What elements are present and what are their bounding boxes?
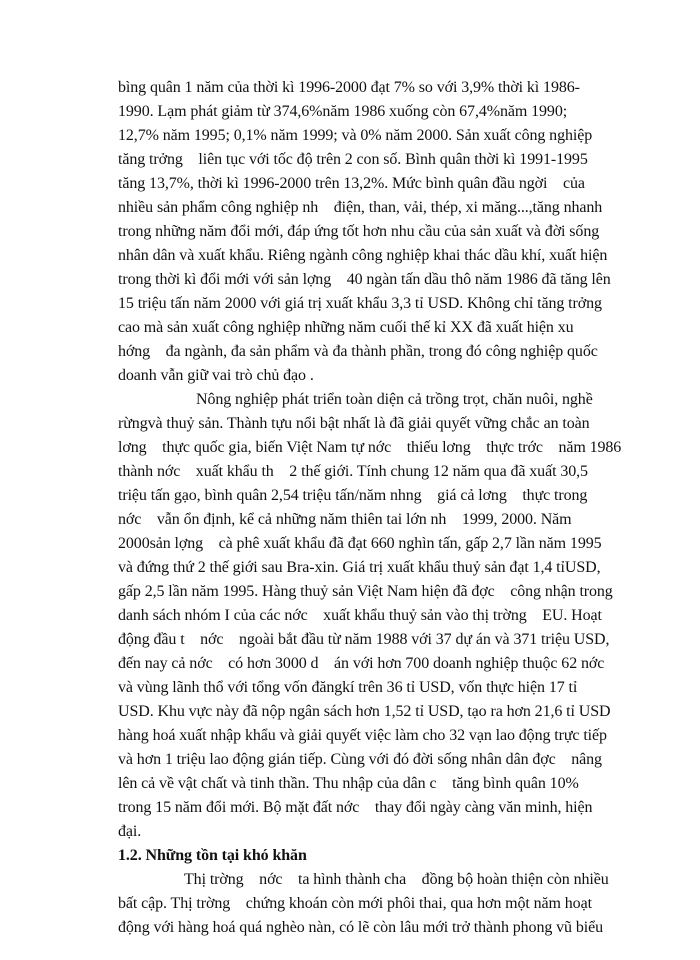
text-line: bìng quân 1 năm của thời kì 1996-2000 đạt 7% so với 3,9% thời kì 1986- bbox=[118, 79, 580, 96]
text-line: 1990. Lạm phát giảm từ 374,6%năm 1986 xuống còn 67,4%năm 1990; bbox=[118, 103, 568, 120]
text-line: động với hàng hoá quá nghèo nàn, có lẽ còn lâu mới trở thành phong vũ biểu bbox=[118, 919, 603, 936]
text-line: doanh vẫn giữ vai trò chủ đạo . bbox=[118, 367, 314, 384]
text-line: trong những năm đổi mới, đáp ứng tốt hơn nhu cầu của sản xuất và đời sống bbox=[118, 223, 600, 240]
text-line: và vùng lãnh thổ với tổng vốn đăngkí trên 36 tỉ USD, vốn thực hiện 17 tỉ bbox=[118, 679, 578, 696]
text-line: 12,7% năm 1995; 0,1% năm 1999; và 0% năm 2000. Sản xuất công nghiệp bbox=[118, 127, 593, 144]
text-line: động đầu t nớc ngoài bắt đầu từ năm 1988 với 37 dự án và 371 triệu USD, bbox=[118, 631, 610, 648]
text-line: tăng trởng liên tục với tốc độ trên 2 con số. Bình quân thời kì 1991-1995 bbox=[118, 151, 588, 168]
text-line: lên cả về vật chất và tinh thần. Thu nhập của dân c tăng bình quân 10% bbox=[118, 775, 579, 792]
text-line: hớng đa ngành, đa sản phẩm và đa thành phần, trong đó công nghiệp quốc bbox=[118, 343, 598, 360]
text-line: thành nớc xuất khẩu th 2 thế giới. Tính chung 12 năm qua đã xuất 30,5 bbox=[118, 463, 588, 480]
text-line: Thị trờng nớc ta hình thành cha đồng bộ hoàn thiện còn nhiều bbox=[118, 871, 609, 888]
text-line: trong 15 năm đổi mới. Bộ mặt đất nớc thay đổi ngày càng văn minh, hiện bbox=[118, 799, 593, 816]
text-line: triệu tấn gạo, bình quân 2,54 triệu tấn/năm nhng giá cả lơng thực trong bbox=[118, 487, 588, 504]
text-line: bất cập. Thị trờng chứng khoán còn mới phôi thai, qua hơn một năm hoạt bbox=[118, 895, 592, 912]
text-line: rừngvà thuỷ sản. Thành tựu nổi bật nhất là đã giải quyết vững chắc an toàn bbox=[118, 415, 590, 432]
text-line: Nông nghiệp phát triển toàn diện cả trồng trọt, chăn nuôi, nghề bbox=[118, 391, 593, 408]
text-line: gấp 2,5 lần năm 1995. Hàng thuỷ sản Việt Nam hiện đã đợc công nhận trong bbox=[118, 583, 613, 600]
text-line: nhân dân và xuất khẩu. Riêng ngành công nghiệp khai thác dầu khí, xuất hiện bbox=[118, 247, 608, 264]
text-line: đến nay cả nớc có hơn 3000 d án với hơn 700 doanh nghiệp thuộc 62 nớc bbox=[118, 655, 605, 672]
text-line: và hơn 1 triệu lao động gián tiếp. Cùng với đó đời sống nhân dân đợc nâng bbox=[118, 751, 602, 768]
text-line: và đứng thứ 2 thế giới sau Bra-xin. Giá trị xuất khẩu thuỷ sản đạt 1,4 tỉUSD, bbox=[118, 559, 601, 576]
text-line: 15 triệu tấn năm 2000 với giá trị xuất khẩu 3,3 tỉ USD. Không chỉ tăng trởng bbox=[118, 295, 602, 312]
text-line: cao mà sản xuất công nghiệp những năm cuối thế kỉ XX đã xuất hiện xu bbox=[118, 319, 574, 336]
text-line: 2000sản lợng cà phê xuất khẩu đã đạt 660 nghìn tấn, gấp 2,7 lần năm 1995 bbox=[118, 535, 602, 552]
text-line: USD. Khu vực này đã nộp ngân sách hơn 1,52 tỉ USD, tạo ra hơn 21,6 tỉ USD bbox=[118, 703, 611, 720]
text-line: hàng hoá xuất nhập khẩu và giải quyết việc làm cho 32 vạn lao động trực tiếp bbox=[118, 727, 607, 744]
text-line: tăng 13,7%, thời kì 1996-2000 trên 13,2%. Mức bình quân đầu ngời của bbox=[118, 175, 585, 192]
text-line: nhiều sản phẩm công nghiệp nh điện, than, vải, thép, xi măng...,tăng nhanh bbox=[118, 199, 603, 216]
section-heading: 1.2. Những tồn tại khó khăn bbox=[118, 847, 307, 864]
text-line: nớc vẫn ổn định, kể cả những năm thiên tai lớn nh 1999, 2000. Năm bbox=[118, 511, 572, 528]
text-line: danh sách nhóm I của các nớc xuất khẩu thuỷ sản vào thị trờng EU. Hoạt bbox=[118, 607, 602, 624]
text-line: trong thời kì đổi mới với sản lợng 40 ngàn tấn dầu thô năm 1986 đã tăng lên bbox=[118, 271, 611, 288]
text-line: lơng thực quốc gia, biến Việt Nam tự nớc thiếu lơng thực trớc năm 1986 bbox=[118, 439, 622, 456]
text-line: đại. bbox=[118, 823, 142, 840]
